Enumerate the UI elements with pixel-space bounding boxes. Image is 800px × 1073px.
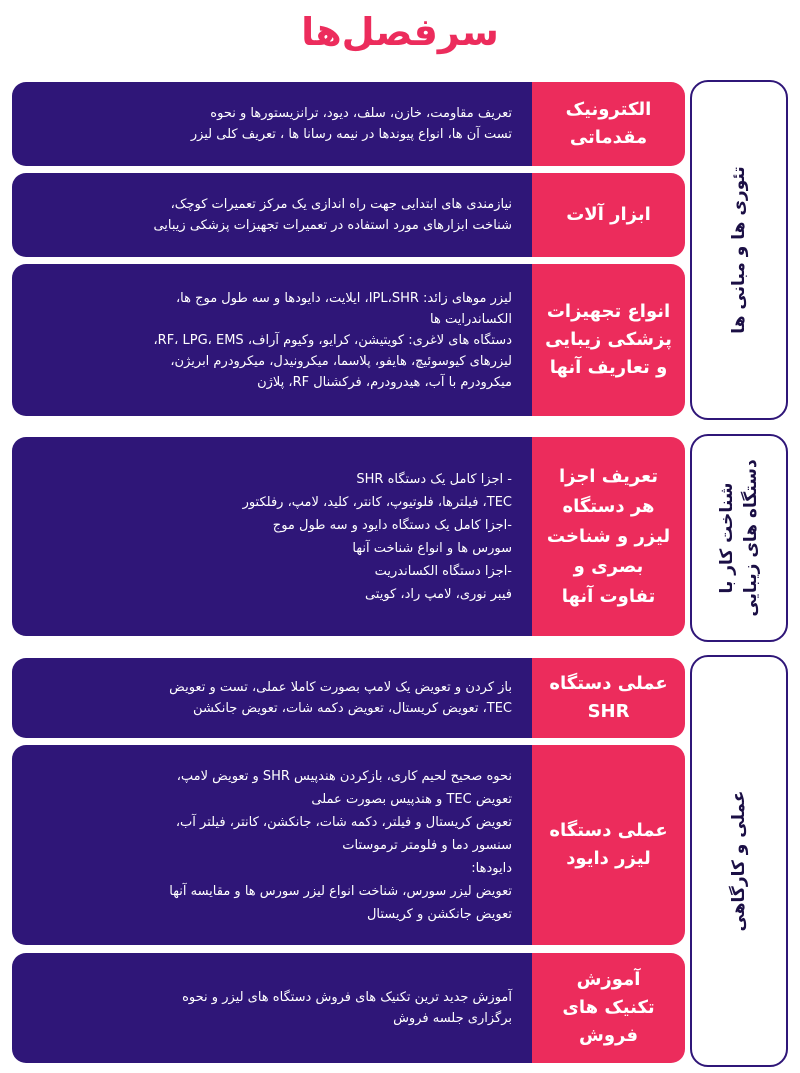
section-practical: [690, 655, 788, 1067]
row-heading: عملی دستگاه SHR: [532, 658, 685, 738]
row-description: نحوه صحیح لحیم کاری، بازکردن هندپیس SHR و تعویض لامپ، تعویض TEC و هندپیس بصورت عملی تعویض کریستال و فیلتر، دکمه شات، جانکشن، کانتر، فیلتر آب، سنسور دما و فلومتر ترموستات دایودها: تعویض لیزر سورس، شناخت انواع لیزر سورس ها و مقایسه آنها تعویض جانکشن و کریستال: [12, 745, 532, 945]
row-heading: عملی دستگاه لیزر دایود: [532, 745, 685, 945]
row-heading: الکترونیک مقدماتی: [532, 82, 685, 166]
section-label: تئوری ها و مبانی ها: [729, 166, 749, 334]
section-label: شناخت کار با دستگاه های زیبایی: [717, 459, 761, 617]
section-theory: [690, 80, 788, 420]
row-description: تعریف مقاومت، خازن، سلف، دیود، ترانزیستورها و نحوه تست آن ها، انواع پیوندها در نیمه رسانا ها ، تعریف کلی لیزر: [12, 82, 532, 166]
course-row-electronics: [12, 82, 685, 166]
section-devices: [690, 434, 788, 642]
row-heading: آموزش تکنیک های فروش: [532, 953, 685, 1063]
row-description: آموزش جدید ترین تکنیک های فروش دستگاه های لیزر و نحوه برگزاری جلسه فروش: [12, 953, 532, 1063]
row-description: باز کردن و تعویض یک لامپ بصورت کاملا عملی، تست و تعویض TEC، تعویض کریستال، تعویض دکمه شات، تعویض جانکشن: [12, 658, 532, 738]
row-description: لیزر موهای زائد: IPL،SHR، ایلایت، دایودها و سه طول موج ها، الکساندرایت ها دستگاه های لاغری: کویتیشن، کرایو، وکیوم آراف، RF، LPG، EMS، لیزرهای کیوسوئیچ، هایفو، پلاسما، میکرونیدل، میکرودرم ابریژن، میکرودرم با آب، هیدرودرم، فرکشنال RF، پلاژن: [12, 264, 532, 416]
row-heading: ابزار آلات: [532, 173, 685, 257]
row-heading: انواع تجهیزات پزشکی زیبایی و تعاریف آنها: [532, 264, 685, 416]
row-description: - اجزا کامل یک دستگاه SHR TEC، فیلترها، فلوتیوپ، کانتر، کلید، لامپ، رفلکتور -اجزا کامل یک دستگاه دایود و سه طول موج سورس ها و انواع شناخت آنها -اجزا دستگاه الکساندریت فیبر نوری، لامپ راد، کویتی: [12, 437, 532, 636]
course-row-diode-practical: [12, 745, 685, 945]
course-row-shr-practical: [12, 658, 685, 738]
course-row-sales: [12, 953, 685, 1063]
row-heading: تعریف اجزا هر دستگاه لیزر و شناخت بصری و تفاوت آنها: [532, 437, 685, 636]
page-title: سرفصل‌ها: [301, 10, 499, 54]
section-label: عملی و کارگاهی: [729, 790, 749, 932]
course-row-tools: [12, 173, 685, 257]
course-row-device-parts: [12, 437, 685, 636]
course-row-equipment-types: [12, 264, 685, 416]
row-description: نیازمندی های ابتدایی جهت راه اندازی یک مرکز تعمیرات کوچک، شناخت ابزارهای مورد استفاده در تعمیرات تجهیزات پزشکی زیبایی: [12, 173, 532, 257]
